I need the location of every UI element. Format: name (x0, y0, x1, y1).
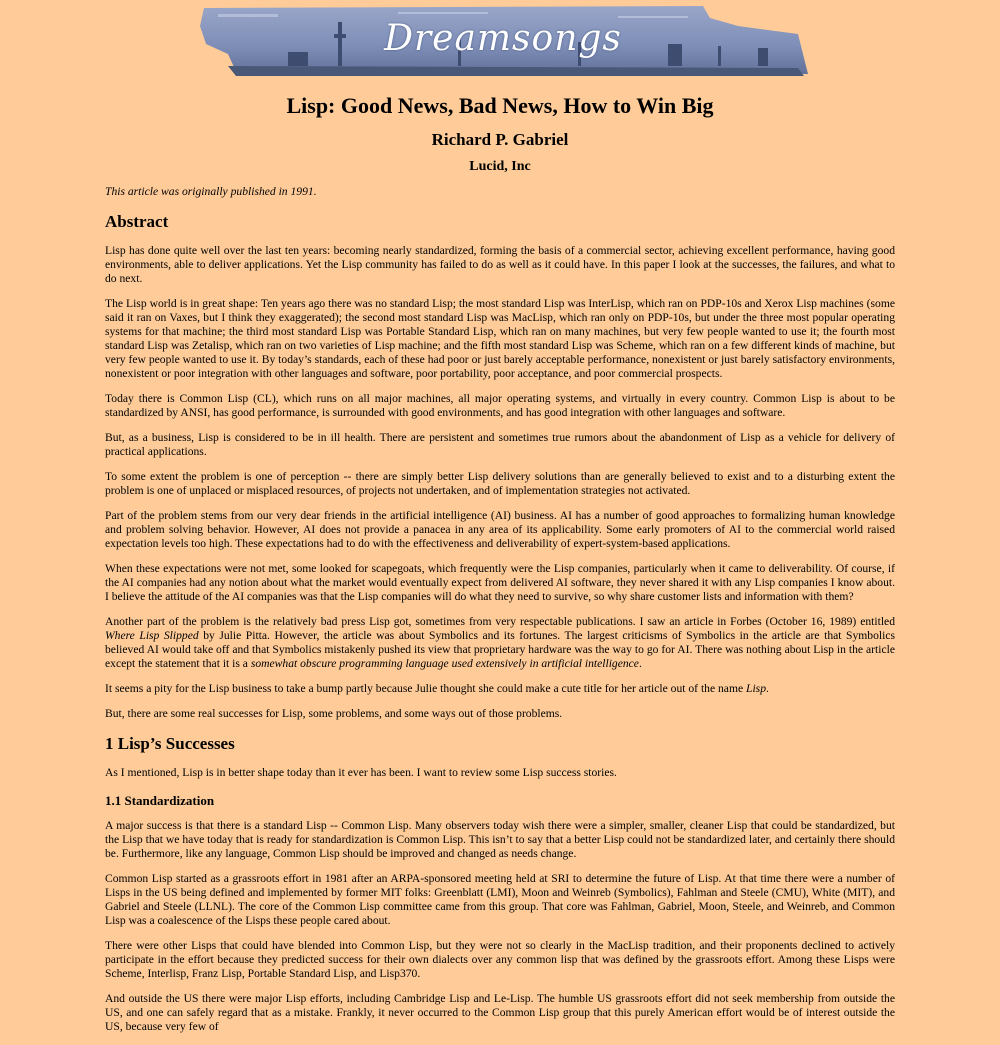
article-author: Richard P. Gabriel (431, 130, 569, 149)
banner-title: Dreamsongs (384, 18, 622, 59)
text-run: It seems a pity for the Lisp business to take a bump partly because Julie thought she could make a cute title for her article out of the name (105, 682, 747, 695)
article-content (105, 88, 895, 1045)
paragraph: To some extent the problem is one of perception -- there are simply better Lisp delivery solutions than are generally believed to exist and to a disturbing extent the problem is one of unplaced or misplaced resources, of projects not undertaken, and of implementation strategies not activated. (105, 470, 895, 497)
text-run: Another part of the problem is the relatively bad press Lisp got, sometimes from very respectable publications. I saw an article in Forbes (October 16, 1989) entitled (105, 615, 895, 628)
section-heading: 1 Lisp’s Successes (105, 734, 235, 753)
paragraph (105, 615, 895, 671)
abstract-heading: Abstract (105, 212, 169, 231)
paragraph: But, as a business, Lisp is considered to be in ill health. There are persistent and sometimes true rumors about the abandonment of Lisp as a vehicle for delivery of practical applications. (105, 431, 895, 458)
site-banner[interactable] (198, 4, 808, 76)
paragraph: Lisp has done quite well over the last ten years: becoming nearly standardized, forming the basis of a commercial sector, achieving excellent performance, having good environments, able to deliver applications. Yet the Lisp community has failed to do as well as it could have. In this paper I look at the successes, the failures, and what to do next. (105, 244, 895, 285)
paragraph: Part of the problem stems from our very dear friends in the artificial intelligence (AI) business. AI has a number of good approaches to formalizing human knowledge and problem solving behavior. However, AI does not provide a panacea in any area of its applicability. Some early promoters of AI to the commercial world raised expectation levels too high. These expectations had to do with the effectiveness and deliverability of expert-system-based applications. (105, 509, 895, 550)
paragraph: And outside the US there were major Lisp efforts, including Cambridge Lisp and Le-Lisp. The humble US grassroots effort did not seek membership from outside the US, and one can safely regard that as a mistake. Frankly, it never occurred to the Common Lisp group that this purely American effort would be of interest outside the US, because very few of (105, 992, 895, 1033)
subsection-heading: 1.1 Standardization (105, 793, 215, 808)
article-title-citation: Where Lisp Slipped (105, 629, 199, 642)
author-organization: Lucid, Inc (469, 159, 531, 174)
text-run: . (766, 682, 769, 695)
publication-note: This article was originally published in 1991. (105, 185, 317, 198)
text-run: . (638, 657, 642, 670)
paragraph: There were other Lisps that could have blended into Common Lisp, but they were not so clearly in the MacLisp tradition, and their proponents declined to actively participate in the effort because they predicted success for their own dialects over any common lisp that was defined by the grassroots effort. Among these Lisps were Scheme, Interlisp, Franz Lisp, Portable Standard Lisp, and Lisp370. (105, 939, 895, 980)
emphasized-word: Lisp (746, 682, 766, 695)
paragraph: A major success is that there is a standard Lisp -- Common Lisp. Many observers today wish there were a simpler, smaller, cleaner Lisp that could be standardized, but the Lisp that we have today that is ready for standardization is Common Lisp. This isn’t to say that a better Lisp could not be standardized later, and certainly there should be. Furthermore, like any language, Common Lisp should be improved and changed as needs change. (105, 819, 895, 860)
paragraph: As I mentioned, Lisp is in better shape today than it ever has been. I want to review some Lisp success stories. (105, 766, 617, 779)
paragraph: But, there are some real successes for Lisp, some problems, and some ways out of those problems. (105, 707, 563, 720)
quoted-phrase: somewhat obscure programming language used extensively in artificial intelligence (250, 657, 639, 670)
paragraph: Common Lisp started as a grassroots effort in 1981 after an ARPA-sponsored meeting held at SRI to determine the future of Lisp. At that time there were a number of Lisps in the US being defined and implemented by former MIT folks: Greenblatt (LMI), Moon and Weinreb (Symbolics), Fahlman and Steele (CMU), White (MIT), and Gabriel and Steele (LLNL). The core of the Common Lisp committee came from this group. That core was Fahlman, Gabriel, Moon, Steele, and Weinreb, and Common Lisp was a coalescence of the Lisps these people cared about. (105, 872, 895, 927)
text-run: by Julie Pitta. However, the article was about Symbolics and its fortunes. The largest criticisms of Symbolics in the article are that Symbolics believed AI would take off and that Symbolics mistakenly pushed its view that proprietary hardware was the way to go for AI. There was nothing about Lisp in the article except the statement that it is a (105, 629, 895, 670)
article-title: Lisp: Good News, Bad News, How to Win Big (286, 93, 714, 118)
paragraph: The Lisp world is in great shape: Ten years ago there was no standard Lisp; the most standard Lisp was InterLisp, which ran on PDP-10s and Xerox Lisp machines (some said it ran on Vaxes, but I think they exaggerated); the second most standard Lisp was MacLisp, which ran only on PDP-10s, but under the three most popular operating systems for that machine; the third most standard Lisp was Portable Standard Lisp, which ran on many machines, but very few people wanted to use it; the fourth most standard Lisp was Zetalisp, which ran on two varieties of Lisp machine; and the fifth most standard Lisp was Scheme, which ran on a few different kinds of machine, but very few people wanted to use it. By today’s standards, each of these had poor or just barely acceptable performance, nonexistent or just barely satisfactory environments, nonexistent or poor integration with other languages and software, poor portability, poor acceptance, and poor commercial prospects. (105, 297, 895, 380)
paragraph: Today there is Common Lisp (CL), which runs on all major machines, all major operating systems, and virtually in every country. Common Lisp is about to be standardized by ANSI, has good performance, is surrounded with good environments, and has good integration with other languages and software. (105, 392, 895, 419)
paragraph: When these expectations were not met, some looked for scapegoats, which frequently were the Lisp companies, particularly when it came to deliverability. Of course, if the AI companies had any notion about what the market would eventually expect from delivered AI software, they never shared it with any Lisp companies I know about. I believe the attitude of the AI companies was that the Lisp companies will do what they need to survive, so why share customer lists and information with them? (105, 562, 895, 603)
paragraph (105, 682, 895, 696)
